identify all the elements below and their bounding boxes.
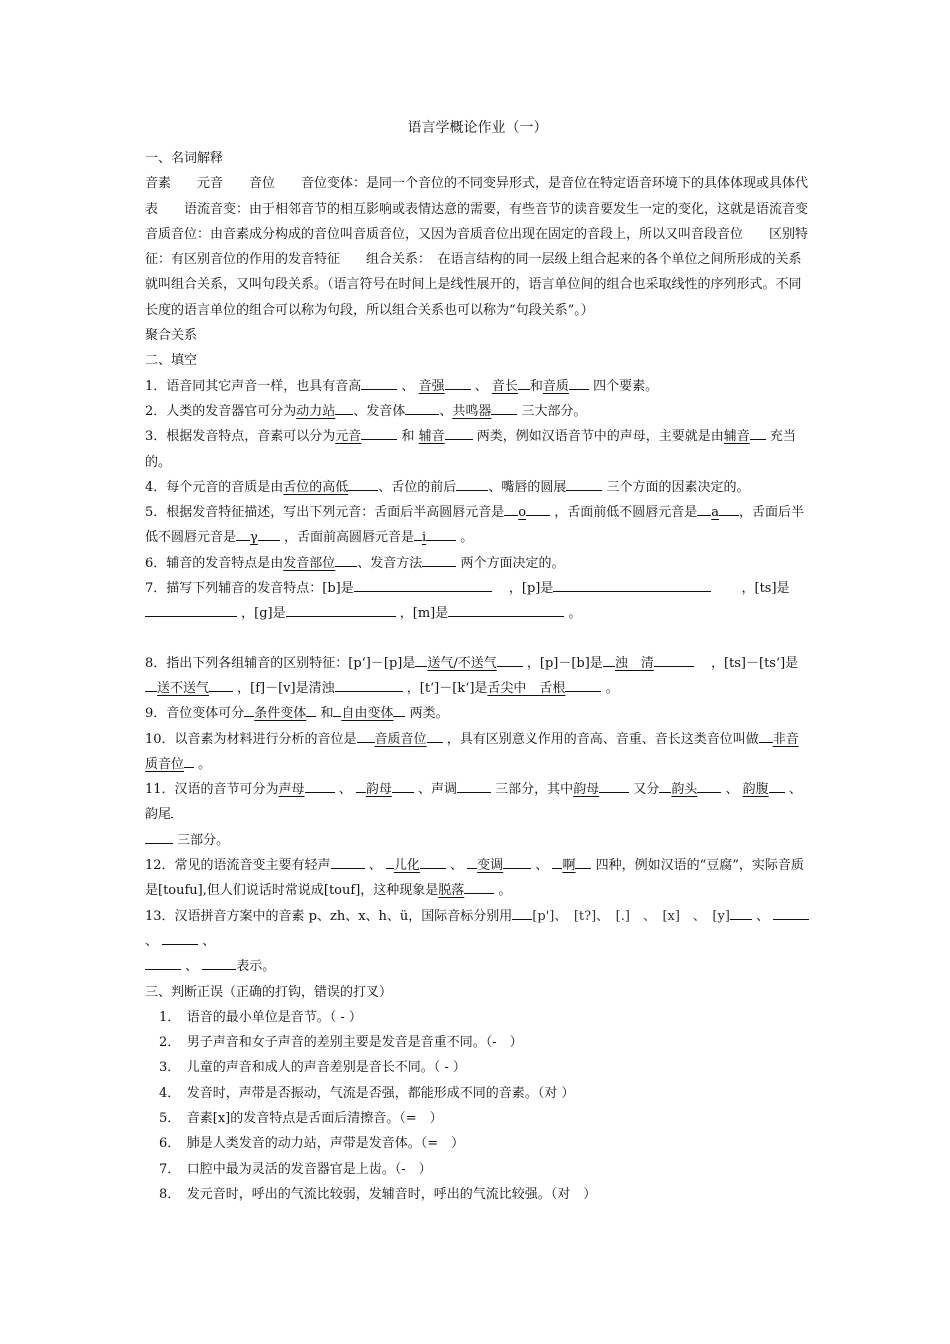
answer: 条件变体 xyxy=(254,706,307,722)
text: 三个方面的因素决定的。 xyxy=(606,479,750,495)
blank xyxy=(236,528,250,541)
answer: 辅音 xyxy=(723,429,750,445)
blank xyxy=(467,856,477,869)
blank xyxy=(603,654,615,667)
text: 。 xyxy=(605,680,619,696)
answer: 非音质音位 xyxy=(145,731,799,772)
blank xyxy=(258,528,280,541)
page-title: 语言学概论作业（一） xyxy=(407,120,548,136)
text: ，舌面后半低不圆唇元音是 xyxy=(145,505,805,546)
blank xyxy=(445,427,473,440)
text: 、 xyxy=(535,858,549,874)
blank xyxy=(464,881,494,894)
question-2-2 xyxy=(145,399,810,424)
text: 表示。 xyxy=(236,959,276,975)
blank xyxy=(659,780,671,793)
text: ，[m]是 xyxy=(399,606,449,622)
blank xyxy=(331,856,365,869)
answer: 韵头 xyxy=(671,782,698,798)
blank xyxy=(512,907,532,920)
text: 、 xyxy=(368,858,382,874)
judge-item: 5． 音素[x]的发音特点是舌面后清擦音。（= ） xyxy=(159,1110,443,1126)
question-2-13 xyxy=(145,904,810,980)
answer: a xyxy=(711,505,720,521)
answer: 脱落 xyxy=(438,883,465,899)
question-2-6 xyxy=(145,551,810,576)
text: 、 xyxy=(185,959,199,975)
blank xyxy=(552,856,562,869)
judge-item: 7． 口腔中最为灵活的发音器官是上齿。（- ） xyxy=(159,1161,432,1177)
answer: [p']、 [t?]、 [.] 、 [x] 、 [y] xyxy=(532,908,730,924)
text: 两类。 xyxy=(409,706,449,722)
blank xyxy=(145,831,173,844)
blank xyxy=(306,704,316,717)
blank xyxy=(335,554,357,567)
text: 5．根据发音特征描述，写出下列元音：舌面后半高圆唇元音是 xyxy=(145,505,505,521)
answer: 浊 清 xyxy=(614,655,654,671)
text: ，[ts]是 xyxy=(741,581,790,597)
blank xyxy=(405,402,439,415)
blank xyxy=(448,604,564,617)
blank xyxy=(730,907,752,920)
question-2-10 xyxy=(145,727,810,778)
question-2-3 xyxy=(145,424,810,475)
answer: 声母 xyxy=(278,782,305,798)
blank xyxy=(357,730,375,743)
text: ，舌面前低不圆唇元音是 xyxy=(554,505,698,521)
question-2-7 xyxy=(145,576,810,627)
judge-item: 6． 肺是人类发音的动力站，声带是发音体。（= ） xyxy=(159,1136,465,1152)
blank xyxy=(420,856,446,869)
text: 。 xyxy=(460,530,474,546)
blank xyxy=(750,427,766,440)
answer: o xyxy=(518,505,527,521)
blank xyxy=(569,377,589,390)
blank xyxy=(773,907,809,920)
text: 7．描写下列辅音的发音特点：[b]是 xyxy=(145,581,354,597)
blank xyxy=(348,478,378,491)
question-2-8 xyxy=(145,651,810,702)
question-2-9 xyxy=(145,701,810,726)
judge-item: 8． 发元音时，呼出的气流比较弱，发辅音时，呼出的气流比较强。（对 ） xyxy=(159,1186,597,1202)
text: 、 xyxy=(202,933,216,949)
text: ，[p]是 xyxy=(508,581,554,597)
question-2-4 xyxy=(145,475,810,500)
blank xyxy=(386,856,394,869)
blank xyxy=(244,704,254,717)
text: 三大部分。 xyxy=(521,403,587,419)
text: 三部分，其中 xyxy=(495,782,574,798)
text: 和 xyxy=(320,706,334,722)
judge-item: 4． 发音时，声带是否振动，气流是否强，都能形成不同的音素。（对 ） xyxy=(159,1085,575,1101)
blank xyxy=(305,780,335,793)
answer: 音质 xyxy=(542,378,569,394)
blank xyxy=(518,377,530,390)
text: 。 xyxy=(568,606,582,622)
text: 、韵尾 xyxy=(145,782,802,823)
text: 2．人类的发音器官可分为 xyxy=(145,403,297,419)
text: 9．音位变体可分 xyxy=(145,706,245,722)
blank xyxy=(504,503,518,516)
blank xyxy=(354,579,492,592)
answer: 舌尖中 舌根 xyxy=(487,680,566,696)
blank xyxy=(759,730,773,743)
text: 8．指出下列各组辅音的区别特征：[pʻ]－[p]是 xyxy=(145,655,416,671)
answer: 音强 xyxy=(418,378,445,394)
text: 4．每个元音的音质是由 xyxy=(145,479,284,495)
text: ，舌面前高圆唇元音是 xyxy=(283,530,414,546)
blank xyxy=(361,427,397,440)
answer: 送气/不送气 xyxy=(427,655,497,671)
blank xyxy=(286,604,396,617)
blank xyxy=(697,780,721,793)
blank xyxy=(491,402,517,415)
text: 、 xyxy=(725,782,739,798)
blank xyxy=(457,780,491,793)
blank xyxy=(335,402,353,415)
blank xyxy=(145,604,237,617)
blank xyxy=(171,805,173,818)
text: 又分 xyxy=(633,782,660,798)
text: ，[tʻ]－[kʻ]是 xyxy=(406,680,488,696)
answer: 啊 xyxy=(562,858,576,874)
text: ，[g]是 xyxy=(241,606,286,622)
blank xyxy=(719,503,739,516)
question-2-11 xyxy=(145,777,810,853)
text: 。 xyxy=(198,756,212,772)
blank xyxy=(145,957,181,970)
blank xyxy=(697,503,711,516)
text: 、嘴唇的圆展 xyxy=(488,479,567,495)
blank xyxy=(553,579,711,592)
blank xyxy=(422,554,456,567)
text: 12．常见的语流音变主要有轻声 xyxy=(145,858,331,874)
blank xyxy=(202,957,236,970)
blank xyxy=(184,755,194,768)
text: 11．汉语的音节可分为 xyxy=(145,782,279,798)
text: ，具有区别意义作用的音高、音重、音长这类音位叫做 xyxy=(446,731,759,747)
section-2-heading: 二、填空 xyxy=(145,353,198,369)
blank xyxy=(414,528,422,541)
blank xyxy=(445,377,471,390)
question-2-12 xyxy=(145,853,810,904)
text: 13．汉语拼音方案中的音素 p、zh、x、h、ü，国际音标分别用 xyxy=(145,908,513,924)
blank xyxy=(162,932,198,945)
text: 、 xyxy=(474,378,488,394)
text: 10．以音素为材料进行分析的音位是 xyxy=(145,731,357,747)
text: 、 xyxy=(401,378,415,394)
section-1-last-term: 聚合关系 xyxy=(145,328,198,344)
blank xyxy=(392,780,414,793)
blank xyxy=(654,654,694,667)
answer: 自由变体 xyxy=(341,706,394,722)
spacer xyxy=(145,627,810,651)
text: 两个方面决定的。 xyxy=(460,555,565,571)
text: 、声调 xyxy=(418,782,458,798)
blank xyxy=(566,478,602,491)
answer: 动力站 xyxy=(296,403,336,419)
answer: 儿化 xyxy=(393,858,420,874)
blank xyxy=(599,780,629,793)
text: 3．根据发音特点，音素可以分为 xyxy=(145,429,336,445)
judge-item: 2． 男子声音和女子声音的差别主要是发音是音重不同。（- ） xyxy=(159,1035,523,1051)
blank xyxy=(497,654,523,667)
text: 、 xyxy=(338,782,352,798)
text: 1．语音同其它声音一样，也具有音高 xyxy=(145,378,362,394)
text: 6．辅音的发音特点是由 xyxy=(145,555,284,571)
blank xyxy=(575,856,591,869)
text: ，[f]－[v]是清浊 xyxy=(237,680,335,696)
blank xyxy=(361,377,397,390)
blank xyxy=(209,679,233,692)
answer: 舌位的高低 xyxy=(283,479,349,495)
answer: 韵母 xyxy=(365,782,392,798)
text: 、 xyxy=(439,403,453,419)
blank xyxy=(456,478,488,491)
answer: 音长 xyxy=(491,378,518,394)
text: 充当的。 xyxy=(145,429,796,470)
text: 三部分。 xyxy=(177,832,230,848)
answer: γ xyxy=(250,530,258,546)
text: 、发音体 xyxy=(353,403,406,419)
answer: 韵腹 xyxy=(742,782,769,798)
text: 、发音方法 xyxy=(357,555,423,571)
text: 四种，例如汉语的“豆腐”，实际音质是[toufu],但人们说话时常说成[touf]，这种现象是 xyxy=(145,858,804,899)
document-page xyxy=(145,118,835,1207)
blank xyxy=(426,528,456,541)
answer: 送不送气 xyxy=(157,680,210,696)
answer: 音质音位 xyxy=(374,731,427,747)
text: 和 xyxy=(529,378,543,394)
blank xyxy=(393,704,405,717)
question-2-1 xyxy=(145,374,810,399)
question-2-5 xyxy=(145,500,810,551)
text: 和 xyxy=(401,429,415,445)
blank xyxy=(335,679,403,692)
blank xyxy=(145,679,157,692)
judge-item: 3． 儿童的声音和成人的声音差别是音长不同。（ - ） xyxy=(159,1060,466,1076)
text: ，[ts]－[tsʻ]是 xyxy=(710,655,799,671)
text: 、 xyxy=(145,933,159,949)
blank xyxy=(769,780,785,793)
text: 、 xyxy=(450,858,464,874)
blank xyxy=(565,679,601,692)
section-3-heading: 三、判断正误（正确的打钩，错误的打叉） xyxy=(145,984,393,1000)
answer: 变调 xyxy=(477,858,504,874)
section-1-terms: 音素 元音 音位 音位变体：是同一个音位的不同变异形式，是音位在特定语音环境下的具体体现或具体代表 语流音变：由于相邻音节的相互影响或表情达意的需要，有些音节的读音要发生一定的变化，这就是语流音变 音质音位：由音素成分构成的音位叫音质音位，又因为音质音位出现在固定的音段上，所以又叫音段音位 区别特征：有区别音位的作用的发音特征 组合关系： 在语言结构的同一层级上组合起来的各个单位之间所形成的关系就叫组合关系，又叫句段关系。（语言符号在时间上是线性展开的，语言单位间的组合也采取线性的序列形式。不同长度的语言单位的组合可以称为句段，所以组合关系也可以称为“句段关系”。） xyxy=(145,176,835,318)
answer: i xyxy=(421,530,427,546)
text: 。 xyxy=(498,883,512,899)
blank xyxy=(526,503,550,516)
text: 四个要素。 xyxy=(593,378,659,394)
blank xyxy=(503,856,531,869)
answer: 辅音 xyxy=(418,429,445,445)
answer: 发音部位 xyxy=(283,555,336,571)
blank xyxy=(427,730,443,743)
section-1-heading: 一、名词解释 xyxy=(145,151,224,166)
text: 两类，例如汉语音节中的声母，主要就是由 xyxy=(476,429,724,445)
text: ，[p]－[b]是 xyxy=(526,655,603,671)
text: 、舌位的前后 xyxy=(378,479,457,495)
answer: 韵母 xyxy=(573,782,600,798)
judge-item: 1． 语音的最小单位是音节。（ - ） xyxy=(159,1009,362,1025)
answer: 元音 xyxy=(335,429,362,445)
answer: 共鸣器 xyxy=(452,403,492,419)
text: 、 xyxy=(756,908,770,924)
blank xyxy=(356,780,366,793)
blank xyxy=(415,654,427,667)
